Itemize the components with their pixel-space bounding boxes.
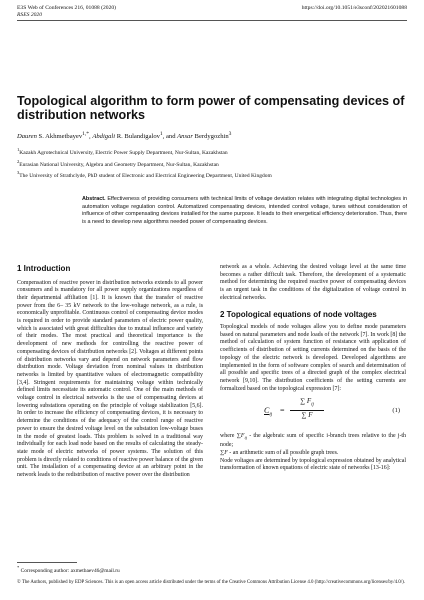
equation-fraction [290, 398, 324, 420]
intro-paragraph: Compensation of reactive power in distribution networks extends to all power consumers and is mandatory for all power supply organizations regardless of their departmental affiliation [1]. It is known that the transfer of reactive power from the 6– 35 kV network to the low-voltage network, as a rule, is economically unprofitable. Continuous control of compensating device modes is required in order to provide standard parameters of electric power quality, which is associated with great difficulties due to mutual influence and variety of their modes. The most practical and theoretical importance is the development of new methods for controlling the reactive power of compensating devices of distribution networks [2]. Voltages at different points of distribution networks vary and depend on network parameters and flow distribution mode. Voltage deviation from nominal values in distribution networks is limited by quantitative values of electromagnetic compatibility [3,4]. Stringent requirements for maintaining voltage within technically defined limits necessitate its automatic control. One of the main methods of voltage control in electrical networks is the use of compensating devices at lowering substations operating on the principle of voltage stabilization [5,6]. In order to increase the efficiency of compensating devices, it is necessary to determine the conditions of the adequacy of the control range of reactive power to ensure the desired voltage level on the substation low-voltage buses in the mode of greatest loads. This problem is solved in a traditional way individually for each load node based on the results of calculating the steady-state mode of electric networks of power systems. The solution of this problem is directly related to conditions of reactive power balance of the given unit. The installation of a compensating device at an arbitrary point in the network leads to the redistribution of reactive power over the distribution [17, 279, 203, 479]
footnote-rule [17, 562, 77, 563]
left-column [17, 264, 203, 480]
footnote [17, 564, 120, 575]
author-list [17, 130, 407, 141]
right-column [220, 264, 406, 473]
eq-c: C [264, 406, 270, 416]
affiliation-2 [17, 158, 407, 170]
eq-c-sub: ij [269, 412, 273, 418]
eq-num-text: ∑ F [300, 397, 312, 406]
affiliation-3 [17, 169, 407, 181]
footnote-text: Corresponding author: axmetbaev46@mail.ru [19, 567, 120, 574]
author-sep: , and [162, 133, 178, 141]
affiliation-sup: 1 [17, 147, 20, 152]
where-word: where [220, 433, 235, 440]
abstract [82, 196, 407, 226]
affiliation-text: Kazakh Agrotechnical University, Electric Power Supply Department, Nur-Sultan, Kazakhstan [19, 149, 228, 156]
where-symbol-1: ∑F [236, 433, 245, 440]
equation-numerator [290, 398, 324, 411]
section-heading-topological: 2 Topological equations of node voltages [220, 309, 377, 319]
header-rule [17, 20, 407, 21]
footnote-marker: * [17, 565, 20, 570]
equation-lhs [264, 407, 272, 419]
equation-denominator [290, 411, 324, 420]
affiliation-sup: 2 [17, 158, 20, 164]
equation-1 [220, 398, 406, 428]
topological-paragraph: Topological models of node voltages allow you to define mode parameters based on natural parameters and node loads of the network [7]. In work [8] the method of calculation of system function of resistance with application of coefficients of distribution of setting currents determined on the basis of the topology of the electric network is developed. Developed algorithms are implemented in the form of software complex of search and determination of all possible and specific trees of a directed graph of the complex electrical network [9,10]. The distribution coefficients of the setting currents are formalized based on the topological expression [7]: [220, 324, 406, 392]
author-2-sup: 1 [159, 131, 163, 137]
eq-num-sub: ij [311, 402, 314, 408]
author-sep: , [89, 133, 93, 141]
author-2-rest: R. Bulandigalov [115, 133, 160, 141]
author-3-rest: Berdygozhin [192, 133, 229, 141]
intro-paragraph-continued: network as a whole. Achieving the desired voltage level at the same time becomes a rather difficult task. Therefore, the development of a systematic method for determining the required reactive power of compensating devices is an urgent task in the conditions of the digitalization of voltage control in electrical networks. [220, 264, 406, 301]
affiliation-1 [17, 146, 407, 158]
section-heading-introduction: 1 Introduction [17, 264, 71, 273]
author-2-first: Abdigali [92, 133, 116, 141]
equation-number: (1) [392, 407, 400, 415]
where-clause-2 [220, 450, 406, 458]
equals-sign: = [280, 406, 285, 416]
affiliation-sup: 3 [17, 170, 20, 176]
where-symbol-2: ∑F [220, 449, 228, 456]
author-1-first: Dauren [17, 133, 37, 141]
author-1-rest: S. Akhmetbayev [36, 133, 83, 141]
affiliations [17, 146, 407, 181]
author-3-first: Ansar [177, 133, 193, 141]
where-text-1: - the algebraic sum of specific i-branch trees relative to the j-th node; [220, 433, 406, 449]
where-text-2: - an arithmetic sum of all possible graph trees. [227, 449, 339, 456]
paper-title: Topological algorithm to form power of compensating devices of distribution networks [17, 94, 405, 122]
author-3-sup: 3 [228, 131, 232, 137]
affiliation-text: Eurasian National University, Algebra and Geometry Department, Nur-Sultan, Kazakhstan [19, 161, 219, 168]
author-1-sup: 1,* [82, 131, 90, 137]
abstract-text: Effectiveness of providing consumers with technical limits of voltage deviation relates with integrating digital technologies in automation voltage regulation control. Automatized compensating devices, intended control voltage, tunes without consideration of influence of other compensating devices installed for the same purpose. It leads to their energetical efficiency deterioration. Thus, there is a need to develop new algorithms needed power of compensating devices. [82, 196, 407, 225]
affiliation-text: The University of Strathclyde, PhD student of Electronic and Electrical Engineering Department, United Kingdom [19, 173, 272, 180]
doi-link[interactable]: https://doi.org/10.1051/e3sconf/202021601088 [301, 5, 407, 11]
node-voltage-paragraph: Node voltages are determined by topological expression obtained by analytical transformation of known equations of electric state of networks [13-16]: [220, 457, 406, 472]
conference-name: RSES 2020 [17, 12, 43, 18]
where-clause-1 [220, 433, 406, 450]
license-notice: © The Authors, published by EDP Sciences. This is an open access article distributed under the terms of the Creative Commons Attribution License 4.0 (http://creativecommons.org/licenses/by/4.0/). [17, 580, 405, 585]
journal-ref: E3S Web of Conferences 216, 01088 (2020) [17, 5, 117, 11]
abstract-label: Abstract. [82, 196, 106, 202]
where-symbol-1-sub: ij [244, 435, 247, 441]
eq-den-text: ∑ F [301, 411, 313, 420]
